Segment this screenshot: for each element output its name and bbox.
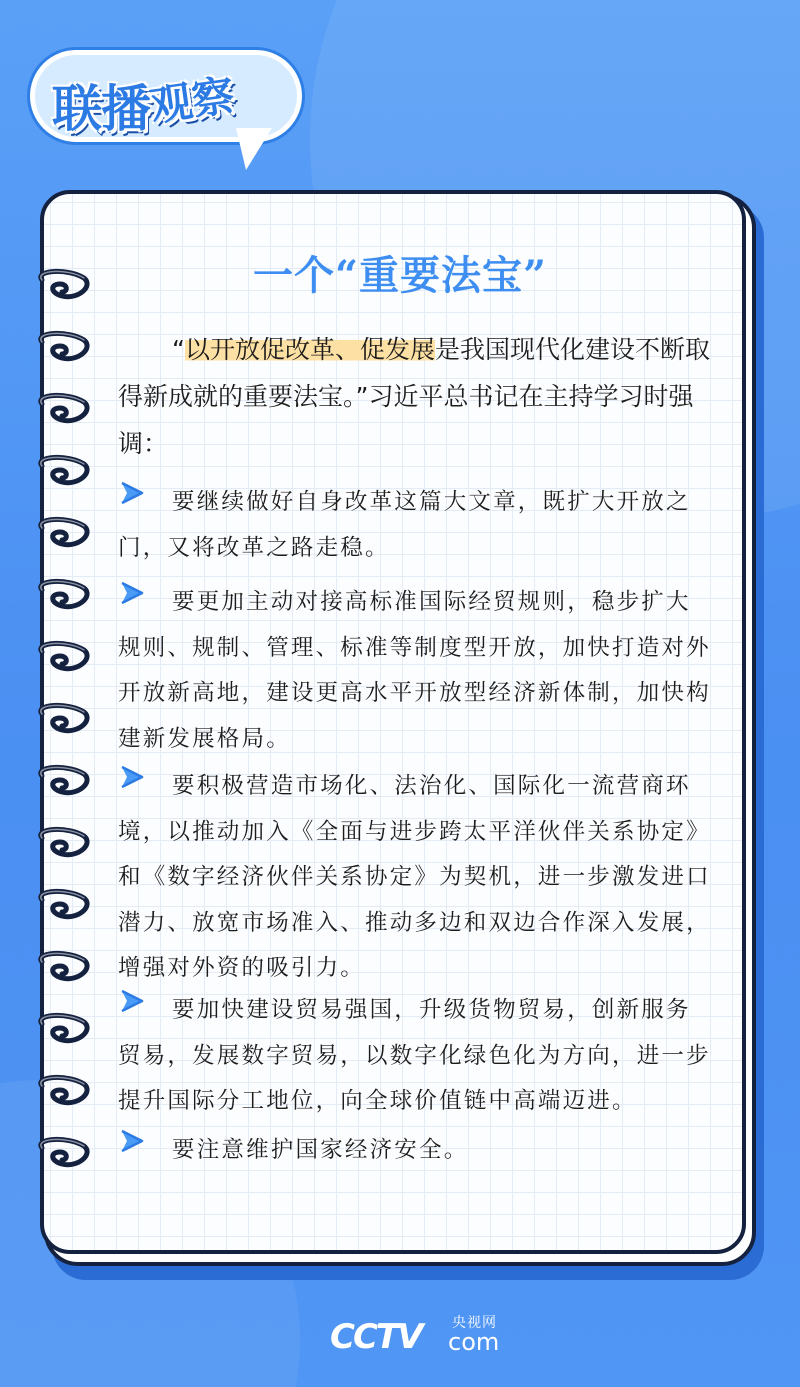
logo-cn-text: 央视网 bbox=[452, 1315, 497, 1331]
cctv-logo bbox=[330, 1306, 510, 1366]
spiral-ring-icon bbox=[28, 700, 94, 740]
intro-open-quote: “ bbox=[172, 335, 185, 364]
badge-sub-text: 观察 bbox=[147, 70, 238, 131]
play-arrow-icon bbox=[118, 985, 172, 1031]
play-arrow-icon bbox=[118, 1125, 172, 1171]
list-item bbox=[118, 764, 714, 992]
page-title: 一个“重要法宝” bbox=[252, 252, 547, 299]
intro-highlight: 以开放促改革、促发展 bbox=[184, 335, 435, 364]
spiral-ring-icon bbox=[28, 824, 94, 864]
intro-rest: 是我国现代化建设不断取得新成就的重要法宝。”习近平总书记在主持学习时强调： bbox=[118, 335, 710, 458]
logo-com-text: com bbox=[448, 1328, 500, 1356]
list-item bbox=[118, 988, 714, 1125]
spiral-ring-icon bbox=[28, 1010, 94, 1050]
column-badge-text bbox=[52, 58, 292, 138]
spiral-ring-icon bbox=[28, 1134, 94, 1174]
item-text: 要注意维护国家经济安全。 bbox=[172, 1137, 469, 1163]
spiral-ring-icon bbox=[28, 328, 94, 368]
item-text: 要继续做好自身改革这篇大文章，既扩大开放之门，又将改革之路走稳。 bbox=[118, 489, 691, 561]
list-item bbox=[118, 580, 714, 762]
spiral-ring-icon bbox=[28, 762, 94, 802]
spiral-ring-icon bbox=[28, 390, 94, 430]
list-item bbox=[118, 480, 714, 571]
item-text: 要积极营造市场化、法治化、国际化一流营商环境，以推动加入《全面与进步跨太平洋伙伴关系协定》和《数字经济伙伴关系协定》为契机，进一步激发进口潜力、放宽市场准入、推动多边和双边合作深入发展，增强对外资的吸引力。 bbox=[118, 773, 711, 982]
play-arrow-icon bbox=[118, 577, 172, 623]
logo-mark: CCTV bbox=[330, 1317, 422, 1357]
item-text: 要更加主动对接高标准国际经贸规则，稳步扩大规则、规制、管理、标准等制度型开放，加快打造对外开放新高地，建设更高水平开放型经济新体制，加快构建新发展格局。 bbox=[118, 589, 711, 752]
spiral-ring-icon bbox=[28, 1072, 94, 1112]
badge-main-text: 联播 bbox=[52, 80, 150, 138]
spiral-ring-icon bbox=[28, 452, 94, 492]
intro-paragraph bbox=[118, 326, 718, 467]
play-arrow-icon bbox=[118, 477, 172, 523]
spiral-ring-icon bbox=[28, 638, 94, 678]
spiral-ring-icon bbox=[28, 886, 94, 926]
play-arrow-icon bbox=[118, 761, 172, 807]
spiral-ring-icon bbox=[28, 576, 94, 616]
list-item bbox=[118, 1128, 714, 1174]
spiral-ring-icon bbox=[28, 514, 94, 554]
spiral-ring-icon bbox=[28, 948, 94, 988]
item-text: 要加快建设贸易强国，升级货物贸易，创新服务贸易，发展数字贸易，以数字化绿色化为方向，进一步提升国际分工地位，向全球价值链中高端迈进。 bbox=[118, 997, 711, 1115]
badge-speech-tail bbox=[236, 128, 272, 170]
